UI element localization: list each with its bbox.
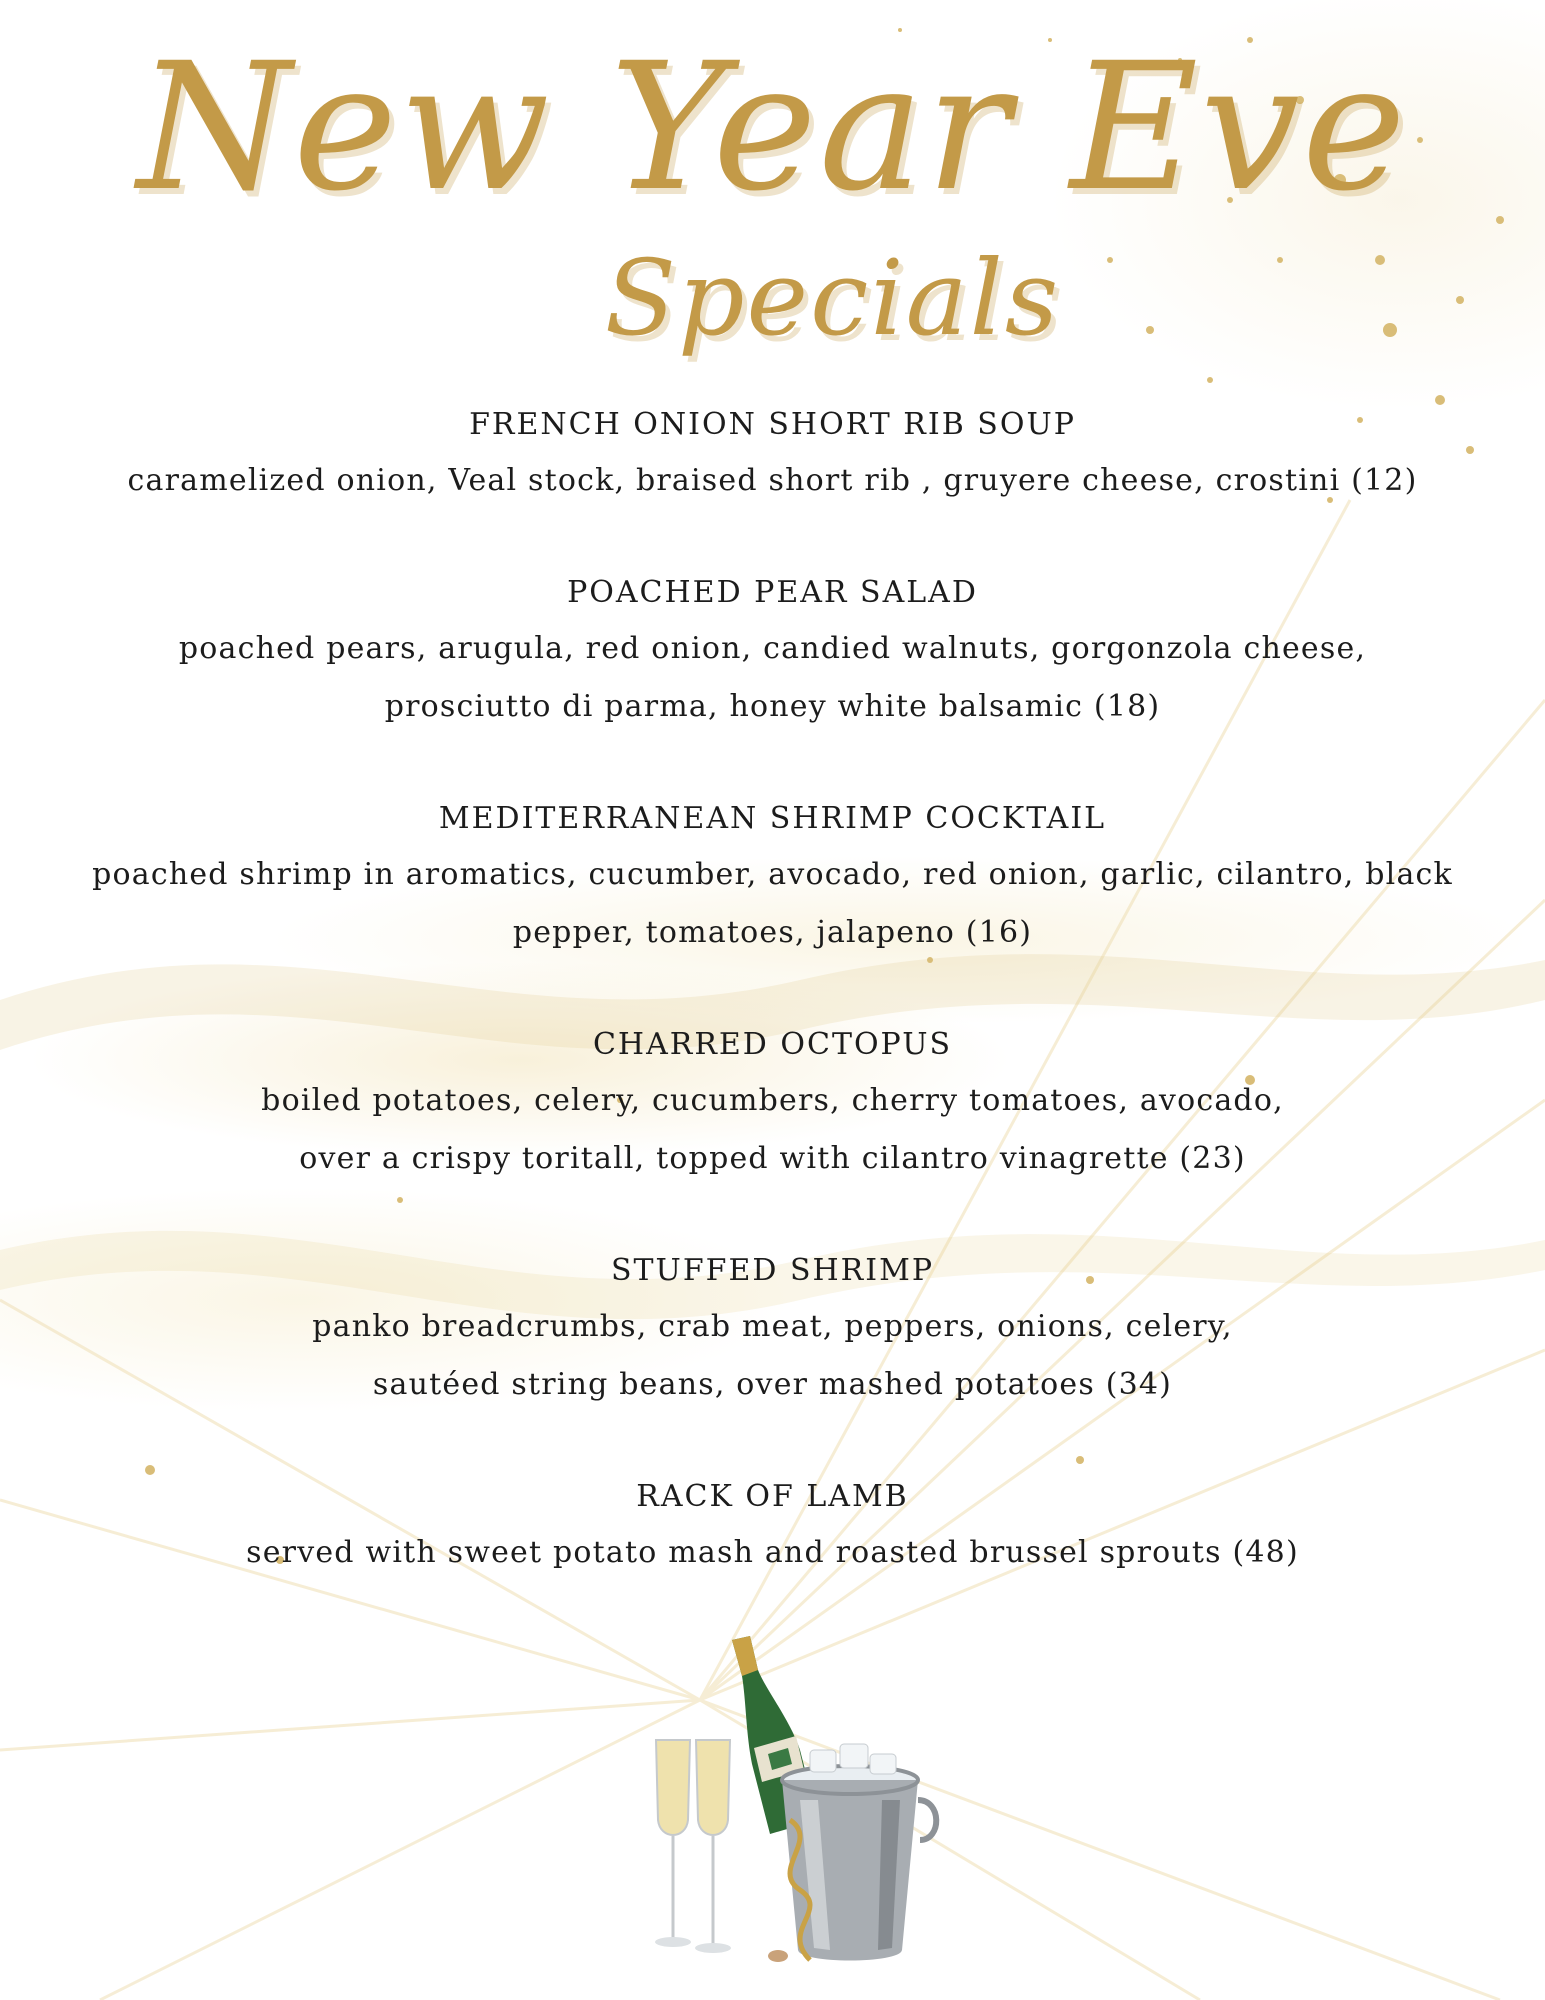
ice-bucket-icon [782,1744,936,1961]
page-subtitle: Specials [604,237,1061,359]
champagne-bucket-icon [650,1630,970,1980]
menu-item-description-line: pepper, tomatoes, jalapeno (16) [512,915,1033,950]
champagne-glass-icon [695,1740,731,1953]
menu-item [60,566,1485,736]
menu-item [60,1018,1485,1188]
menu-item-description [60,1072,1485,1188]
menu-item [60,398,1485,510]
menu-list [60,398,1485,1638]
menu-item-name: POACHED PEAR SALAD [567,575,978,610]
page-title: New Year Eve [137,25,1408,230]
menu-item-name: CHARRED OCTOPUS [592,1027,953,1062]
menu-item-description [60,620,1485,736]
menu-item-name: RACK OF LAMB [636,1479,909,1514]
menu-item [60,1244,1485,1414]
menu-item-name: STUFFED SHRIMP [610,1253,935,1288]
menu-item [60,1470,1485,1582]
cork-icon [768,1950,788,1962]
menu-item-description-line: caramelized onion, Veal stock, braised short rib , gruyere cheese, crostini (12) [127,463,1418,498]
menu-item-description-line: over a crispy toritall, topped with cilantro vinagrette (23) [299,1141,1246,1176]
menu-item-description [60,846,1485,962]
menu-item-description [60,1298,1485,1414]
menu-item-description-line: prosciutto di parma, honey white balsamic (18) [384,689,1161,724]
champagne-glass-icon [655,1740,691,1947]
menu-item-description-line: poached shrimp in aromatics, cucumber, avocado, red onion, garlic, cilantro, black [92,857,1453,892]
menu-item-description-line: sautéed string beans, over mashed potatoes (34) [372,1367,1173,1402]
menu-item [60,792,1485,962]
menu-item-description-line: panko breadcrumbs, crab meat, peppers, onions, celery, [312,1309,1233,1344]
menu-item-name: MEDITERRANEAN SHRIMP COCKTAIL [438,801,1107,836]
menu-item-description-line: boiled potatoes, celery, cucumbers, cherry tomatoes, avocado, [261,1083,1284,1118]
menu-item-description-line: served with sweet potato mash and roasted brussel sprouts (48) [246,1535,1299,1570]
menu-item-description [60,452,1485,510]
menu-item-description-line: poached pears, arugula, red onion, candied walnuts, gorgonzola cheese, [178,631,1367,666]
menu-item-name: FRENCH ONION SHORT RIB SOUP [469,407,1076,442]
menu-item-description [60,1524,1485,1582]
